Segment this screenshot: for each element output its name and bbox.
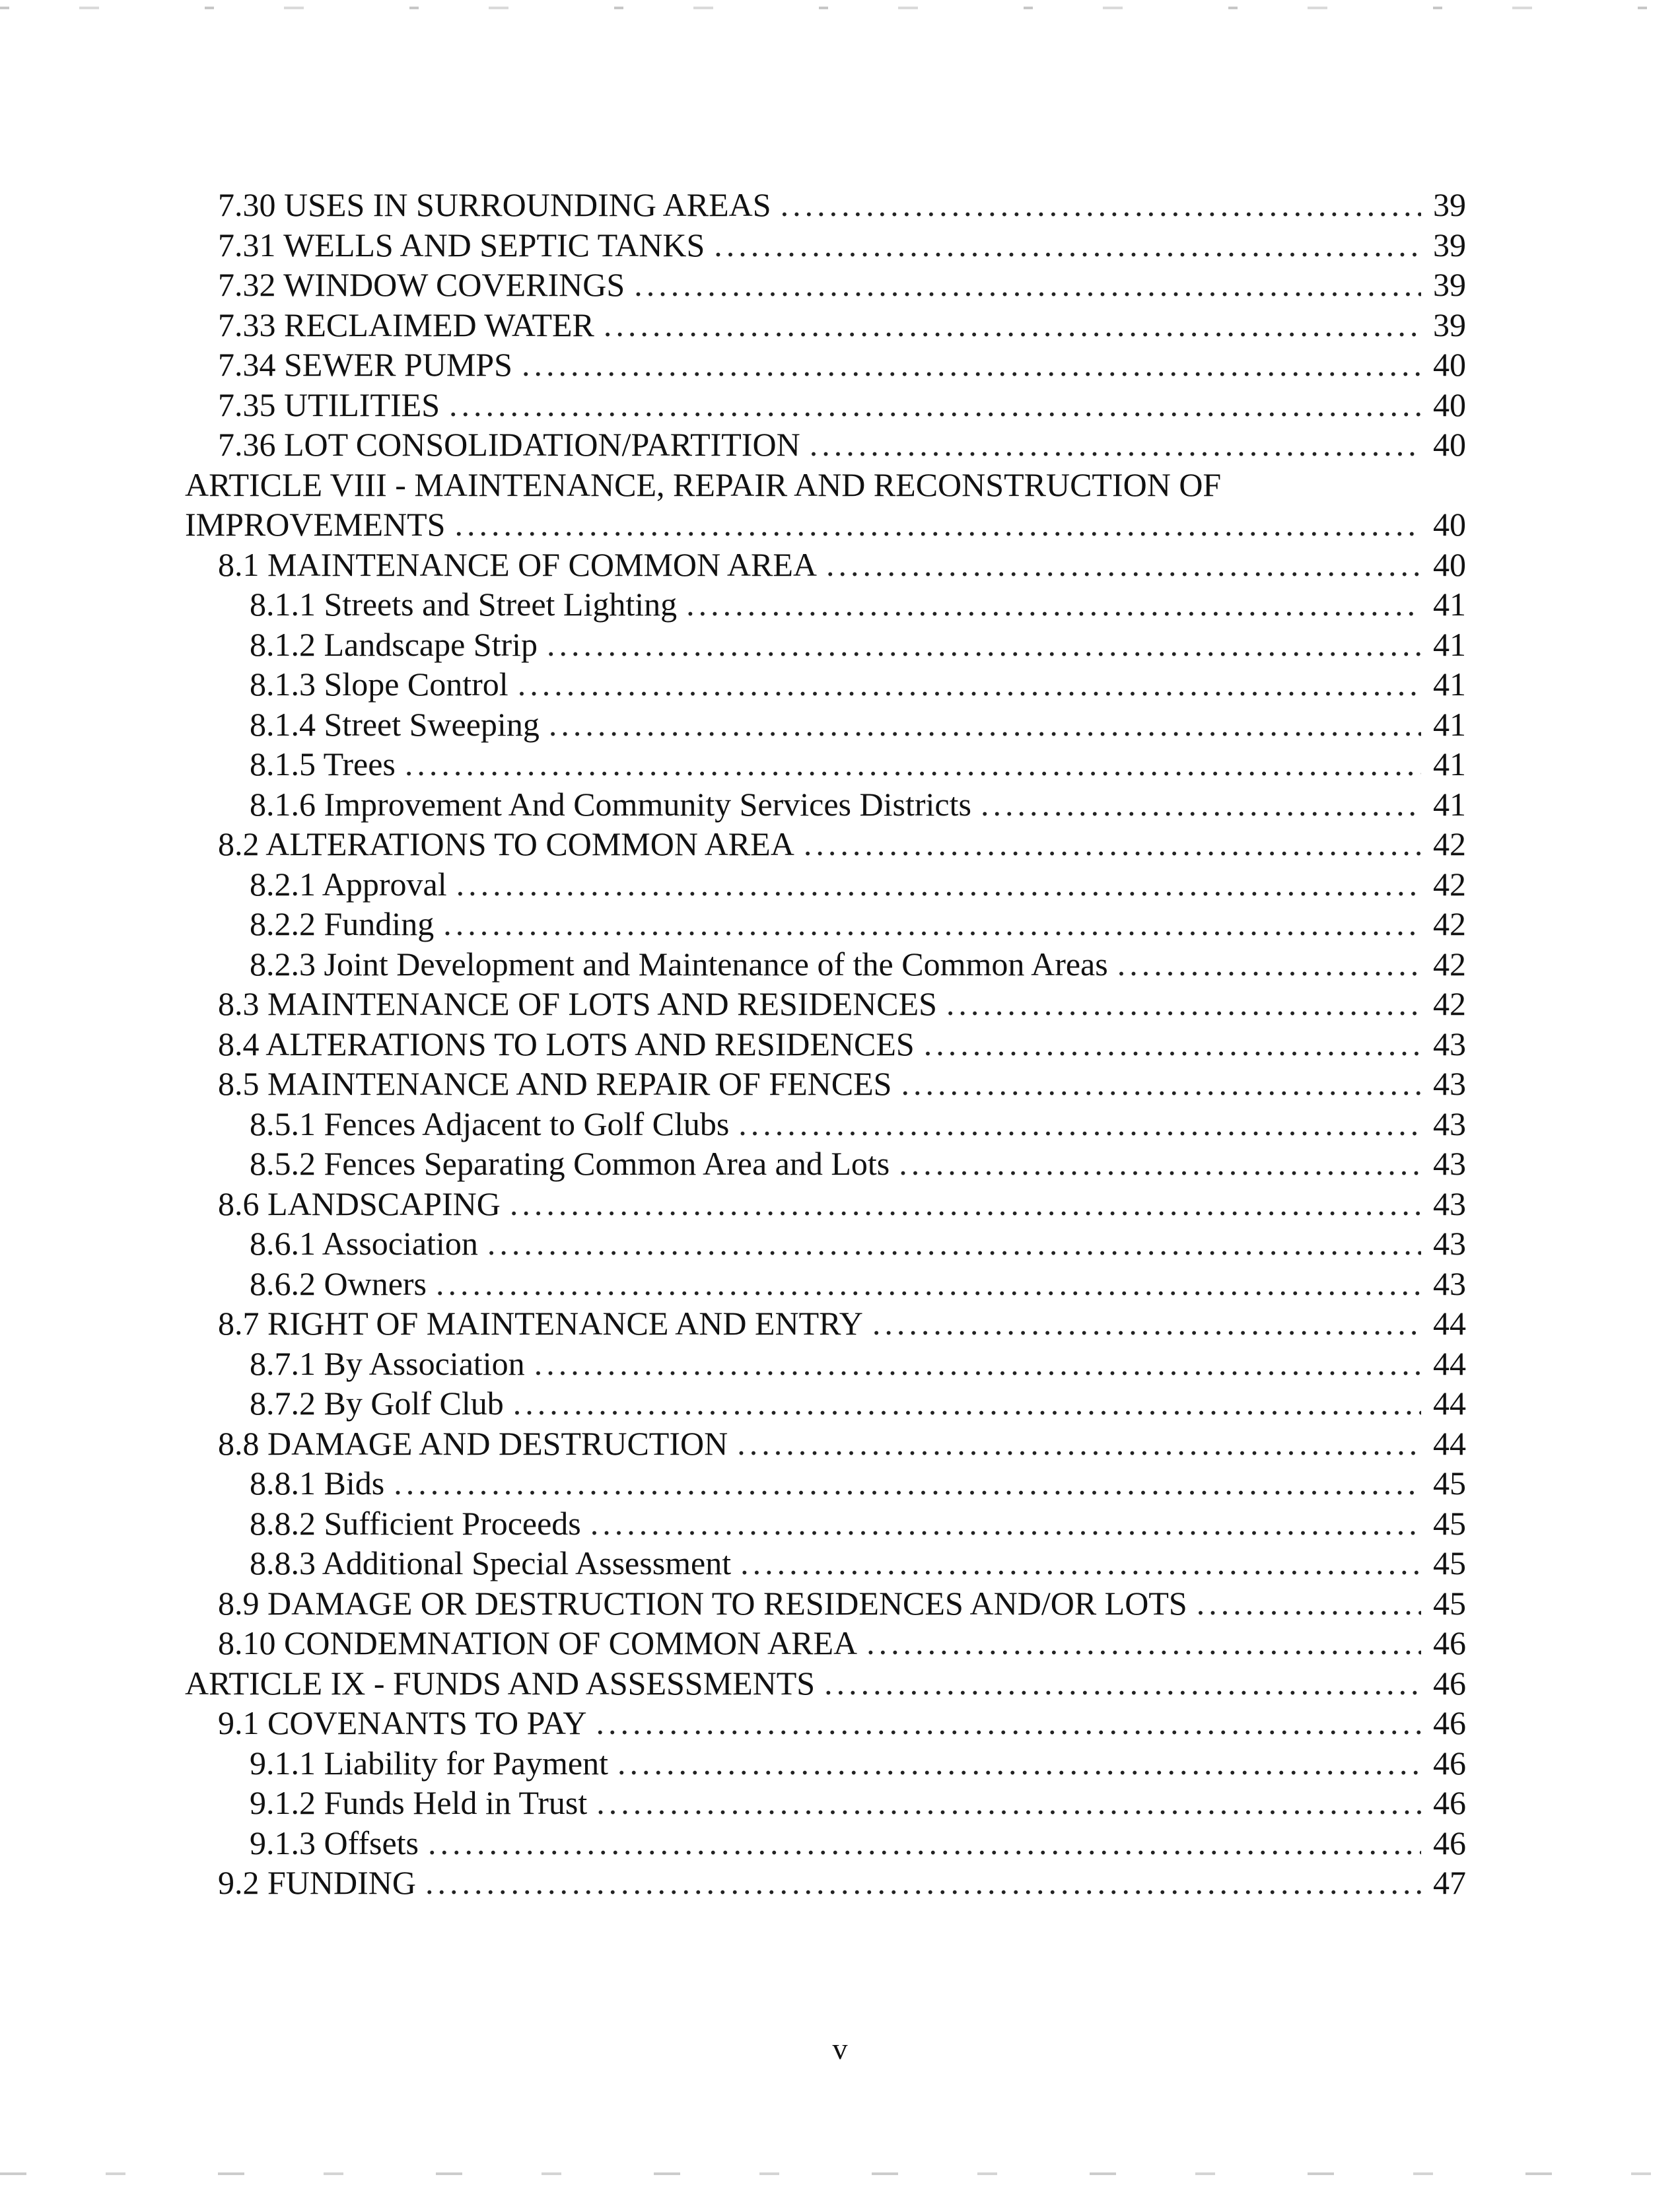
toc-entry (250, 1543, 1466, 1583)
toc-entry-page: 46 (1433, 1824, 1466, 1861)
dot-leader (740, 1543, 1421, 1583)
toc-entry (218, 265, 1466, 304)
dot-leader (518, 664, 1421, 704)
dot-leader (596, 1703, 1421, 1743)
toc-entry-page: 40 (1433, 386, 1466, 423)
toc-entry-page: 39 (1433, 186, 1466, 223)
dot-leader (547, 625, 1421, 664)
toc-entry (185, 465, 1466, 504)
toc-entry-page: 45 (1433, 1465, 1466, 1502)
dot-leader (487, 1224, 1421, 1263)
toc-entry-title: 8.7.1 By Association (250, 1344, 525, 1382)
toc-entry (185, 504, 1466, 544)
dot-leader (449, 385, 1421, 425)
dot-leader (872, 1303, 1421, 1343)
toc-entry (218, 1424, 1466, 1463)
toc-entry (250, 1104, 1466, 1144)
toc-entry (250, 664, 1466, 704)
dot-leader (590, 1504, 1421, 1543)
toc-entry-title: 8.8.1 Bids (250, 1465, 385, 1502)
toc-entry-page: 39 (1433, 266, 1466, 303)
toc-entry-title: 8.6.2 Owners (250, 1265, 427, 1302)
toc-entry-page: 42 (1433, 905, 1466, 942)
toc-entry (250, 944, 1466, 984)
toc-entry-page: 43 (1433, 1185, 1466, 1222)
toc-entry-title: 7.36 LOT CONSOLIDATION/PARTITION (218, 426, 800, 463)
toc-entry-title: ARTICLE VIII - MAINTENANCE, REPAIR AND RECONSTRUCTION OF (185, 466, 1222, 503)
dot-leader (604, 305, 1421, 345)
toc-entry-title: 9.1.1 Liability for Payment (250, 1744, 608, 1782)
toc-entry-title: 8.2.2 Funding (250, 905, 435, 942)
toc-entry-title: 8.8 DAMAGE AND DESTRUCTION (218, 1424, 728, 1462)
toc-entry-title: 7.30 USES IN SURROUNDING AREAS (218, 186, 771, 223)
toc-entry (250, 744, 1466, 784)
toc-entry (250, 1743, 1466, 1783)
toc-entry (218, 1184, 1466, 1224)
dot-leader (596, 1783, 1421, 1822)
toc-entry-page: 42 (1433, 865, 1466, 903)
toc-entry-title: 8.9 DAMAGE OR DESTRUCTION TO RESIDENCES AND/OR LOTS (218, 1584, 1187, 1622)
toc-entry (218, 305, 1466, 345)
toc-entry-page: 46 (1433, 1784, 1466, 1821)
toc-entry-page: 42 (1433, 945, 1466, 983)
toc-entry-page: 43 (1433, 1025, 1466, 1062)
dot-leader (617, 1743, 1421, 1783)
toc-entry (218, 1863, 1466, 1902)
toc-entry-page: 43 (1433, 1105, 1466, 1142)
toc-entry-page: 43 (1433, 1145, 1466, 1182)
toc-entry (218, 1623, 1466, 1663)
toc-entry-title: 8.1.2 Landscape Strip (250, 625, 538, 663)
toc-entry-title: 9.1.2 Funds Held in Trust (250, 1784, 588, 1821)
toc-entry-page: 45 (1433, 1584, 1466, 1622)
toc-entry-page: 41 (1433, 746, 1466, 782)
toc-entry-title: 8.1.3 Slope Control (250, 666, 508, 703)
dot-leader (737, 1424, 1421, 1463)
dot-leader (981, 784, 1421, 824)
toc-entry (218, 425, 1466, 464)
toc-entry (218, 1064, 1466, 1103)
dot-leader (714, 225, 1421, 265)
toc-entry (218, 345, 1466, 384)
toc-entry (250, 1783, 1466, 1822)
toc-entry (218, 185, 1466, 225)
toc-entry (250, 904, 1466, 944)
toc-entry-title: 8.8.2 Sufficient Proceeds (250, 1504, 581, 1542)
toc-entry-page: 42 (1433, 825, 1466, 862)
toc-entry-title: 8.4 ALTERATIONS TO LOTS AND RESIDENCES (218, 1025, 915, 1062)
toc-entry-title: 7.31 WELLS AND SEPTIC TANKS (218, 226, 705, 263)
toc-entry-title: 9.2 FUNDING (218, 1864, 416, 1901)
toc-entry (250, 1823, 1466, 1863)
dot-leader (436, 1264, 1421, 1303)
toc-entry (250, 1344, 1466, 1383)
dot-leader (738, 1104, 1421, 1144)
toc-entry (218, 1703, 1466, 1743)
toc-entry-page: 44 (1433, 1385, 1466, 1422)
toc-entry-title: 8.5.1 Fences Adjacent to Golf Clubs (250, 1105, 730, 1142)
dot-leader (549, 705, 1421, 744)
toc-entry-page: 46 (1433, 1744, 1466, 1782)
toc-entry (250, 784, 1466, 824)
toc-entry-title: 8.6.1 Association (250, 1225, 478, 1262)
dot-leader (510, 1184, 1421, 1224)
toc-entry-title: 8.1.1 Streets and Street Lighting (250, 586, 678, 623)
toc-entry (250, 864, 1466, 904)
toc-entry (218, 824, 1466, 864)
dot-leader (866, 1623, 1421, 1663)
toc-entry-title: 7.35 UTILITIES (218, 386, 440, 423)
toc-entry-page: 44 (1433, 1344, 1466, 1382)
dot-leader (394, 1463, 1421, 1503)
toc-entry-title: IMPROVEMENTS (185, 506, 446, 543)
toc-entry-title: 8.6 LANDSCAPING (218, 1185, 501, 1222)
toc-entry-title: 8.2 ALTERATIONS TO COMMON AREA (218, 825, 794, 862)
toc-entry-page: 44 (1433, 1305, 1466, 1342)
toc-entry-title: 8.1.5 Trees (250, 746, 396, 782)
toc-entry-title: 8.5 MAINTENANCE AND REPAIR OF FENCES (218, 1065, 892, 1102)
toc-entry-page: 46 (1433, 1704, 1466, 1741)
toc-entry-page: 46 (1433, 1664, 1466, 1702)
toc-entry-title: 7.33 RECLAIMED WATER (218, 306, 594, 343)
toc-entry-title: 8.1.4 Street Sweeping (250, 705, 540, 743)
toc-entry (250, 1224, 1466, 1263)
toc-entry-page: 44 (1433, 1424, 1466, 1462)
toc-entry-title: 8.7.2 By Golf Club (250, 1385, 504, 1422)
toc-entry (250, 1264, 1466, 1303)
toc-entry (250, 1383, 1466, 1423)
toc-entry-page: 47 (1433, 1864, 1466, 1901)
dot-leader (428, 1823, 1421, 1863)
dot-leader (522, 345, 1421, 384)
toc-entry-title: 8.1.6 Improvement And Community Services Districts (250, 785, 971, 823)
toc-entry-page: 45 (1433, 1504, 1466, 1542)
toc-entry-title: 8.2.1 Approval (250, 865, 447, 903)
toc-entry-title: 8.8.3 Additional Special Assessment (250, 1544, 732, 1581)
toc-entry-page: 40 (1433, 426, 1466, 463)
toc-entry-page: 41 (1433, 625, 1466, 663)
dot-leader (686, 584, 1421, 624)
dot-leader (901, 1064, 1421, 1103)
dot-leader (405, 744, 1421, 784)
scan-edge-bottom (0, 2172, 1680, 2175)
toc-entry (218, 1303, 1466, 1343)
toc-entry-page: 45 (1433, 1544, 1466, 1581)
toc-entry-page: 43 (1433, 1265, 1466, 1302)
toc-entry (218, 385, 1466, 425)
toc-entry-page: 41 (1433, 586, 1466, 623)
toc-entry-page: 40 (1433, 506, 1466, 543)
toc-entry-title: ARTICLE IX - FUNDS AND ASSESSMENTS (185, 1664, 816, 1702)
page-number: v (832, 2032, 848, 2065)
toc-entry (218, 984, 1466, 1023)
dot-leader (425, 1863, 1421, 1902)
dot-leader (810, 425, 1421, 464)
toc-entry (218, 545, 1466, 584)
toc-entry-page: 40 (1433, 545, 1466, 583)
toc-entry (250, 625, 1466, 664)
toc-entry-page: 43 (1433, 1225, 1466, 1262)
toc-entry (250, 584, 1466, 624)
toc-entry-title: 8.10 CONDEMNATION OF COMMON AREA (218, 1624, 858, 1661)
toc-entry (250, 705, 1466, 744)
toc-entry-page: 43 (1433, 1065, 1466, 1102)
toc-entry-title: 8.1 MAINTENANCE OF COMMON AREA (218, 545, 817, 583)
toc-entry-page: 39 (1433, 306, 1466, 343)
dot-leader (1197, 1583, 1421, 1623)
toc-entry (218, 1024, 1466, 1064)
toc-entry-page: 41 (1433, 666, 1466, 703)
dot-leader (513, 1383, 1421, 1423)
dot-leader (454, 504, 1421, 544)
toc-entry-title: 9.1 COVENANTS TO PAY (218, 1704, 587, 1741)
dot-leader (443, 904, 1421, 944)
dot-leader (899, 1144, 1421, 1183)
toc-entry-title: 7.34 SEWER PUMPS (218, 346, 512, 383)
toc-entry-page: 41 (1433, 785, 1466, 823)
scan-edge-top (0, 7, 1680, 9)
toc-entry-page: 39 (1433, 226, 1466, 263)
dot-leader (1117, 944, 1421, 984)
dot-leader (781, 185, 1421, 225)
toc-entry-page: 40 (1433, 346, 1466, 383)
toc-entry (250, 1463, 1466, 1503)
dot-leader (824, 1663, 1421, 1703)
toc-entry (218, 225, 1466, 265)
dot-leader (534, 1344, 1421, 1383)
toc-entry (185, 1663, 1466, 1703)
toc-entry-title: 8.2.3 Joint Development and Maintenance of the Common Areas (250, 945, 1108, 983)
toc-entry (250, 1504, 1466, 1543)
dot-leader (826, 545, 1421, 584)
toc-entry-title: 8.7 RIGHT OF MAINTENANCE AND ENTRY (218, 1305, 863, 1342)
toc-entry-page: 46 (1433, 1624, 1466, 1661)
toc-entry (218, 1583, 1466, 1623)
dot-leader (456, 864, 1421, 904)
toc-entry-title: 9.1.3 Offsets (250, 1824, 419, 1861)
dot-leader (804, 824, 1421, 864)
toc-entry (250, 1144, 1466, 1183)
toc-entry-title: 8.3 MAINTENANCE OF LOTS AND RESIDENCES (218, 985, 937, 1022)
dot-leader (634, 265, 1421, 304)
toc-entry-page: 41 (1433, 705, 1466, 743)
toc-entry-page: 42 (1433, 985, 1466, 1022)
toc-entry-title: 8.5.2 Fences Separating Common Area and Lots (250, 1145, 890, 1182)
toc-entry-title: 7.32 WINDOW COVERINGS (218, 266, 625, 303)
dot-leader (946, 984, 1421, 1023)
dot-leader (924, 1024, 1421, 1064)
